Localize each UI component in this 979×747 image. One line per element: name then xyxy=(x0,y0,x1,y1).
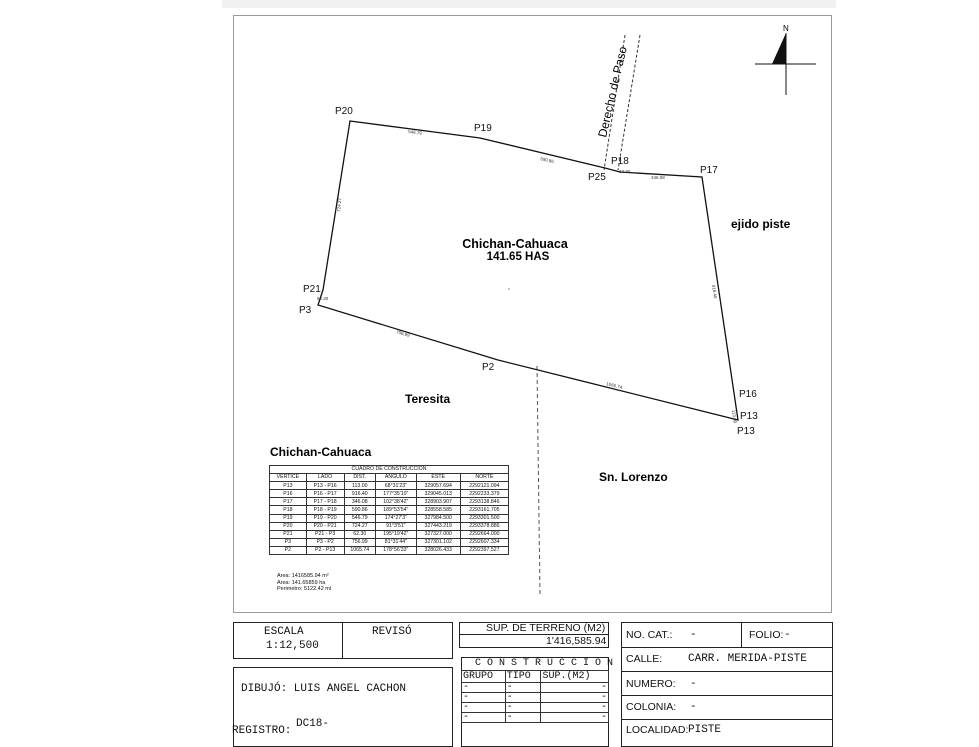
point-p25: P25 xyxy=(588,172,606,183)
table-row xyxy=(270,498,509,506)
cell: - xyxy=(462,713,506,723)
numero-value: - xyxy=(690,678,697,690)
side-label-p16-p17: 916.40 xyxy=(711,284,718,299)
cell: 2292233.379 xyxy=(460,490,508,498)
construccion-label: C O N S T R U C C I O N xyxy=(475,658,614,669)
cell: P2 - P13 xyxy=(306,546,344,554)
cell: - xyxy=(541,693,609,703)
info-line-4 xyxy=(621,719,833,720)
sup-value: 1'416,585.94 xyxy=(546,635,607,647)
table-row xyxy=(270,522,509,530)
table-heading: Chichan-Cahuaca xyxy=(270,445,372,459)
cell: P16 xyxy=(270,490,307,498)
col-angulo: ANGULO xyxy=(376,474,417,482)
col-lado: LADO xyxy=(306,474,344,482)
numero-label: NUMERO: xyxy=(626,678,676,690)
road-label: Derecho de Paso xyxy=(595,45,630,139)
lot-boundary xyxy=(318,121,738,420)
cell: P21 - P3 xyxy=(306,530,344,538)
colonia-value: - xyxy=(690,701,697,713)
cell: P18 xyxy=(270,506,307,514)
nocat-value: - xyxy=(690,629,697,641)
info-line-3 xyxy=(621,695,833,696)
table-notes xyxy=(277,573,331,593)
table-row xyxy=(270,490,509,498)
calle-label: CALLE: xyxy=(626,653,663,665)
info-line-2 xyxy=(621,671,833,672)
point-p3: P3 xyxy=(299,305,312,316)
cell: 328558.585 xyxy=(416,506,460,514)
cell: 174°27'3" xyxy=(376,514,417,522)
point-p20: P20 xyxy=(335,106,353,117)
point-p21: P21 xyxy=(303,284,321,295)
table-caption: CUADRO DE CONSTRUCCION xyxy=(270,466,509,474)
registro-value: DC18- xyxy=(296,718,330,730)
note-area-ha: Area: 141.65859 ha xyxy=(277,579,326,586)
col-dist: DIST. xyxy=(344,474,376,482)
point-p19: P19 xyxy=(474,123,492,134)
cell: 590.86 xyxy=(344,506,376,514)
cell: 327984.500 xyxy=(416,514,460,522)
folio-value: - xyxy=(784,629,791,641)
cell: 189°53'54" xyxy=(376,506,417,514)
cell: 102°38'42" xyxy=(376,498,417,506)
folio-divider xyxy=(741,622,742,647)
small-label-p16: 113.00 xyxy=(731,409,738,424)
side-label-p20-p19: 546.79 xyxy=(407,129,423,136)
cell: P17 - P18 xyxy=(306,498,344,506)
cell: 91°3'51" xyxy=(376,522,417,530)
construccion-row xyxy=(462,693,609,703)
cell: 2292607.334 xyxy=(460,538,508,546)
table-row xyxy=(270,530,509,538)
cell: - xyxy=(505,713,541,723)
cell: 2293378.886 xyxy=(460,522,508,530)
cell: P19 - P20 xyxy=(306,514,344,522)
lot-centroid xyxy=(508,288,509,289)
cell: 178°56'33" xyxy=(376,546,417,554)
table-row xyxy=(270,506,509,514)
cell: - xyxy=(505,683,541,693)
point-p2: P2 xyxy=(482,362,495,373)
cell: P3 xyxy=(270,538,307,546)
cell: - xyxy=(541,703,609,713)
cell: 327301.102 xyxy=(416,538,460,546)
construction-table xyxy=(269,465,509,555)
point-p16: P16 xyxy=(739,389,757,400)
escala-divider xyxy=(342,622,343,659)
note-perimeter: Perimetro: 5122.42 ml xyxy=(277,586,332,593)
point-p13-a: P13 xyxy=(740,411,758,422)
construccion-row xyxy=(462,703,609,713)
point-p13-b: P13 xyxy=(737,426,755,437)
cell: 346.08 xyxy=(344,498,376,506)
calle-value: CARR. MERIDA-PISTE xyxy=(688,653,807,665)
table-row xyxy=(270,514,509,522)
cell: 177°35'10" xyxy=(376,490,417,498)
cell: 195°19'42" xyxy=(376,530,417,538)
side-label-p17-p18: 346.08 xyxy=(651,175,665,180)
cell: 81°31'44" xyxy=(376,538,417,546)
col-vertice: VERTICE xyxy=(270,474,307,482)
side-label-p2-p13: 1065.74 xyxy=(605,381,623,390)
cell: P2 xyxy=(270,546,307,554)
cell: 1065.74 xyxy=(344,546,376,554)
cell: 327327.000 xyxy=(416,530,460,538)
table-row xyxy=(270,546,509,554)
sup-label: SUP. DE TERRENO (M2) xyxy=(486,622,606,634)
table-row xyxy=(270,482,509,490)
cell: - xyxy=(462,683,506,693)
table-row xyxy=(270,538,509,546)
cell: 2293301.500 xyxy=(460,514,508,522)
table-header-row xyxy=(270,474,509,482)
col-grupo: GRUPO xyxy=(462,671,506,683)
escala-value: 1:12,500 xyxy=(266,640,319,652)
point-p17: P17 xyxy=(700,165,718,176)
col-sup: SUP.(M2) xyxy=(541,671,609,683)
registro-label: REGISTRO: xyxy=(232,725,292,737)
cell: - xyxy=(505,703,541,713)
point-p18: P18 xyxy=(611,156,629,167)
side-label-p3-p2: 756.99 xyxy=(395,329,411,338)
cell: 328903.907 xyxy=(416,498,460,506)
cell: P19 xyxy=(270,514,307,522)
cell: 2292121.094 xyxy=(460,482,508,490)
cell: 327443.219 xyxy=(416,522,460,530)
cell: 546.79 xyxy=(344,514,376,522)
cell: 113.00 xyxy=(344,482,376,490)
folio-label: FOLIO: xyxy=(749,629,784,641)
construccion-header xyxy=(462,671,609,683)
col-norte: NORTE xyxy=(460,474,508,482)
cell: P20 xyxy=(270,522,307,530)
cell: 724.27 xyxy=(344,522,376,530)
dibujo-text: DIBUJÓ: LUIS ANGEL CACHON xyxy=(241,683,407,695)
localidad-value: PISTE xyxy=(688,724,722,736)
cell: P21 xyxy=(270,530,307,538)
cell: - xyxy=(462,693,506,703)
colonia-label: COLONIA: xyxy=(626,701,677,713)
cell: 756.99 xyxy=(344,538,376,546)
lot-area: 141.65 HAS xyxy=(486,251,550,263)
small-label-p18: 62.30 xyxy=(619,169,631,174)
side-label-p20-p21: 724.27 xyxy=(336,197,343,213)
construccion-table xyxy=(461,670,609,723)
cell: 68°31'23" xyxy=(376,482,417,490)
cell: P13 xyxy=(270,482,307,490)
cell: P18 - P19 xyxy=(306,506,344,514)
escala-label: ESCALA xyxy=(264,626,304,638)
construccion-row xyxy=(462,713,609,723)
col-este: ESTE xyxy=(416,474,460,482)
cell: P13 - P16 xyxy=(306,482,344,490)
cell: P20 - P21 xyxy=(306,522,344,530)
cell: - xyxy=(462,703,506,713)
cell: P16 - P17 xyxy=(306,490,344,498)
neighbor-east: ejido piste xyxy=(731,217,791,231)
side-label-p19-p18: 590.86 xyxy=(539,156,555,165)
lot-name: Chichan-Cahuaca xyxy=(462,237,568,251)
neighbor-teresita: Teresita xyxy=(405,392,451,406)
north-label: N xyxy=(783,24,789,33)
cell: 62.30 xyxy=(344,530,376,538)
reviso-label: REVISÓ xyxy=(372,626,412,638)
neighbor-sn-lorenzo: Sn. Lorenzo xyxy=(599,470,668,484)
cell: 916.40 xyxy=(344,490,376,498)
cell: 329057.694 xyxy=(416,482,460,490)
neighbor-boundary-line xyxy=(537,366,540,595)
cell: 2293138.846 xyxy=(460,498,508,506)
info-line-1 xyxy=(621,647,833,648)
right-of-way-road xyxy=(595,35,640,170)
north-arrow-icon xyxy=(755,24,816,95)
cell: 2293161.705 xyxy=(460,506,508,514)
col-tipo: TIPO xyxy=(505,671,541,683)
cell: 329045.013 xyxy=(416,490,460,498)
side-label-p21-p3: 62.30 xyxy=(317,296,329,301)
cell: 328026.433 xyxy=(416,546,460,554)
cell: - xyxy=(541,683,609,693)
cell: - xyxy=(541,713,609,723)
localidad-label: LOCALIDAD: xyxy=(626,724,689,736)
cell: 2292397.527 xyxy=(460,546,508,554)
note-area-m2: Area: 1416585.94 m² xyxy=(277,573,329,579)
nocat-label: NO. CAT.: xyxy=(626,629,673,641)
cell: P17 xyxy=(270,498,307,506)
cell: P3 - P2 xyxy=(306,538,344,546)
cell: 2292664.000 xyxy=(460,530,508,538)
construccion-row xyxy=(462,683,609,693)
cell: - xyxy=(505,693,541,703)
